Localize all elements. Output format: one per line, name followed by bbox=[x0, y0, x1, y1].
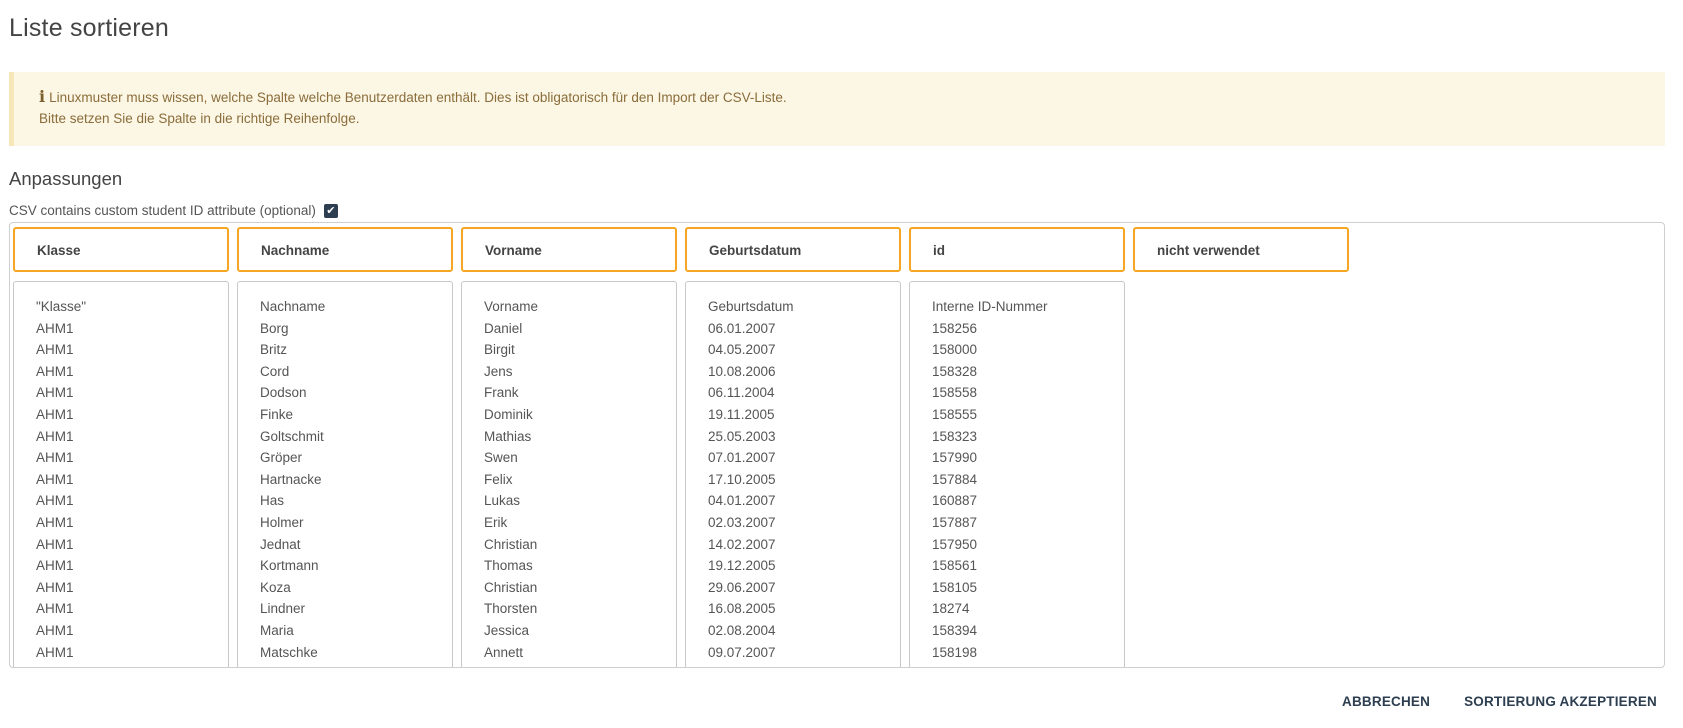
page-title: Liste sortieren bbox=[9, 14, 170, 42]
column-cell: "Klasse" bbox=[36, 299, 87, 314]
dialog-footer bbox=[1342, 694, 1657, 709]
column-cell: Gröper bbox=[260, 450, 303, 466]
column-values bbox=[13, 281, 229, 668]
column-cell: Holmer bbox=[260, 514, 304, 530]
column-header[interactable]: id bbox=[909, 227, 1125, 272]
column-cell: 158561 bbox=[932, 558, 978, 574]
column-cell: AHM1 bbox=[36, 579, 74, 595]
column-cell: AHM1 bbox=[36, 536, 74, 552]
column-header[interactable]: Nachname bbox=[237, 227, 453, 272]
column-cell: 04.05.2007 bbox=[708, 342, 776, 358]
column-cell: AHM1 bbox=[36, 514, 74, 530]
column-cell: AHM1 bbox=[36, 471, 74, 487]
column-cell: AHM1 bbox=[36, 428, 74, 444]
column-cell: 16.08.2005 bbox=[708, 601, 776, 617]
custom-id-option bbox=[9, 203, 338, 218]
column-cell: 157990 bbox=[932, 450, 978, 466]
column-cell: 29.06.2007 bbox=[708, 579, 776, 595]
column-header[interactable]: Vorname bbox=[461, 227, 677, 272]
column-cell: Hartnacke bbox=[260, 471, 322, 487]
column-cell: 158198 bbox=[932, 644, 978, 660]
column-cell: AHM1 bbox=[36, 385, 74, 401]
column-cell: Erik bbox=[484, 514, 508, 530]
column-values bbox=[237, 281, 453, 668]
column-cell: 158000 bbox=[932, 342, 978, 358]
column-cell: Felix bbox=[484, 471, 513, 487]
column-cell: Jens bbox=[484, 363, 513, 379]
column-cell: Britz bbox=[260, 342, 287, 358]
column-cell: 157884 bbox=[932, 471, 978, 487]
column-header[interactable]: nicht verwendet bbox=[1133, 227, 1349, 272]
column-cell: 18274 bbox=[932, 601, 970, 617]
column-cell: 09.07.2007 bbox=[708, 644, 776, 660]
column-values bbox=[909, 281, 1125, 668]
column-cell: Nachname bbox=[260, 299, 326, 314]
column-cell: Dominik bbox=[484, 406, 533, 422]
column-values bbox=[461, 281, 677, 668]
column-cell: Maria bbox=[260, 622, 294, 638]
custom-id-checkbox[interactable] bbox=[324, 204, 338, 218]
column-cell: Finke bbox=[260, 406, 294, 422]
column-cell: 160887 bbox=[932, 493, 978, 509]
column-cell: 25.05.2003 bbox=[708, 428, 776, 444]
column-cell: AHM1 bbox=[36, 363, 74, 379]
column-cell: Thorsten bbox=[484, 601, 538, 617]
column-cell: AHM1 bbox=[36, 450, 74, 466]
column-cell: Borg bbox=[260, 320, 289, 336]
column-cell: Has bbox=[260, 493, 285, 509]
column-cell: Jessica bbox=[484, 622, 530, 638]
column-cell: 19.11.2005 bbox=[708, 406, 775, 422]
column-cell: 04.01.2007 bbox=[708, 493, 776, 509]
column-cell: 158555 bbox=[932, 406, 978, 422]
column-cell: Christian bbox=[484, 536, 538, 552]
column-cell: Lukas bbox=[484, 493, 521, 509]
column-cell: 158394 bbox=[932, 622, 978, 638]
column-cell: 157950 bbox=[932, 536, 978, 552]
column-cell: Matschke bbox=[260, 644, 318, 660]
column-cell: AHM1 bbox=[36, 406, 74, 422]
column-cell: 158558 bbox=[932, 385, 978, 401]
column-cell: 02.03.2007 bbox=[708, 514, 776, 530]
info-text-line2: Bitte setzen Sie die Spalte in die richtige Reihenfolge. bbox=[39, 111, 360, 126]
column-cell: AHM1 bbox=[36, 622, 74, 638]
info-text-line1: Linuxmuster muss wissen, welche Spalte welche Benutzerdaten enthält. Dies ist obligatorisch für den Import der CSV-Liste. bbox=[49, 90, 787, 105]
column-cell: 158105 bbox=[932, 579, 978, 595]
column-cell: Geburtsdatum bbox=[708, 299, 794, 314]
column-cell: AHM1 bbox=[36, 558, 74, 574]
column-cell: Christian bbox=[484, 579, 538, 595]
column-header[interactable]: Geburtsdatum bbox=[685, 227, 901, 272]
column-cell: Goltschmit bbox=[260, 428, 324, 444]
column-header[interactable]: Klasse bbox=[13, 227, 229, 272]
column-cell: 07.01.2007 bbox=[708, 450, 776, 466]
column-cell: 158328 bbox=[932, 363, 978, 379]
column-cell: 02.08.2004 bbox=[708, 622, 776, 638]
column-cell: Dodson bbox=[260, 385, 307, 401]
column-cell: AHM1 bbox=[36, 493, 74, 509]
column-cell: AHM1 bbox=[36, 601, 74, 617]
column-cell: AHM1 bbox=[36, 342, 74, 358]
column-cell: 06.01.2007 bbox=[708, 320, 776, 336]
column-cell: Annett bbox=[484, 644, 524, 660]
column-cell: 17.10.2005 bbox=[708, 471, 776, 487]
column-cell: Swen bbox=[484, 450, 518, 466]
column-cell: Interne ID-Nummer bbox=[932, 299, 1048, 314]
column-cell: 158256 bbox=[932, 320, 978, 336]
info-alert bbox=[9, 72, 1665, 146]
columns-panel bbox=[9, 222, 1665, 668]
column-cell: 14.02.2007 bbox=[708, 536, 776, 552]
column-cell: Koza bbox=[260, 579, 291, 595]
column-cell: Kortmann bbox=[260, 558, 319, 574]
column-cell: Cord bbox=[260, 363, 290, 379]
column-cell: Thomas bbox=[484, 558, 533, 574]
column-cell: Mathias bbox=[484, 428, 532, 444]
column-cell: Daniel bbox=[484, 320, 523, 336]
column-cell: 06.11.2004 bbox=[708, 385, 775, 401]
column-cell: 157887 bbox=[932, 514, 978, 530]
column-cell: Frank bbox=[484, 385, 519, 401]
custom-id-label: CSV contains custom student ID attribute (optional) bbox=[9, 203, 316, 218]
accept-sort-button[interactable]: SORTIERUNG AKZEPTIEREN bbox=[1464, 694, 1657, 709]
column-cell: 158323 bbox=[932, 428, 978, 444]
section-title: Anpassungen bbox=[9, 168, 123, 189]
column-cell: Birgit bbox=[484, 342, 515, 358]
info-icon: i bbox=[39, 87, 46, 106]
column-cell: Vorname bbox=[484, 299, 539, 314]
cancel-button[interactable]: ABBRECHEN bbox=[1342, 694, 1431, 709]
column-cell: AHM1 bbox=[36, 644, 74, 660]
column-cell: Jednat bbox=[260, 536, 301, 552]
column-cell: Lindner bbox=[260, 601, 306, 617]
column-cell: 19.12.2005 bbox=[708, 558, 776, 574]
column-cell: AHM1 bbox=[36, 320, 74, 336]
column-cell: 10.08.2006 bbox=[708, 363, 776, 379]
check-icon: ✔ bbox=[326, 204, 336, 217]
column-values bbox=[685, 281, 901, 668]
